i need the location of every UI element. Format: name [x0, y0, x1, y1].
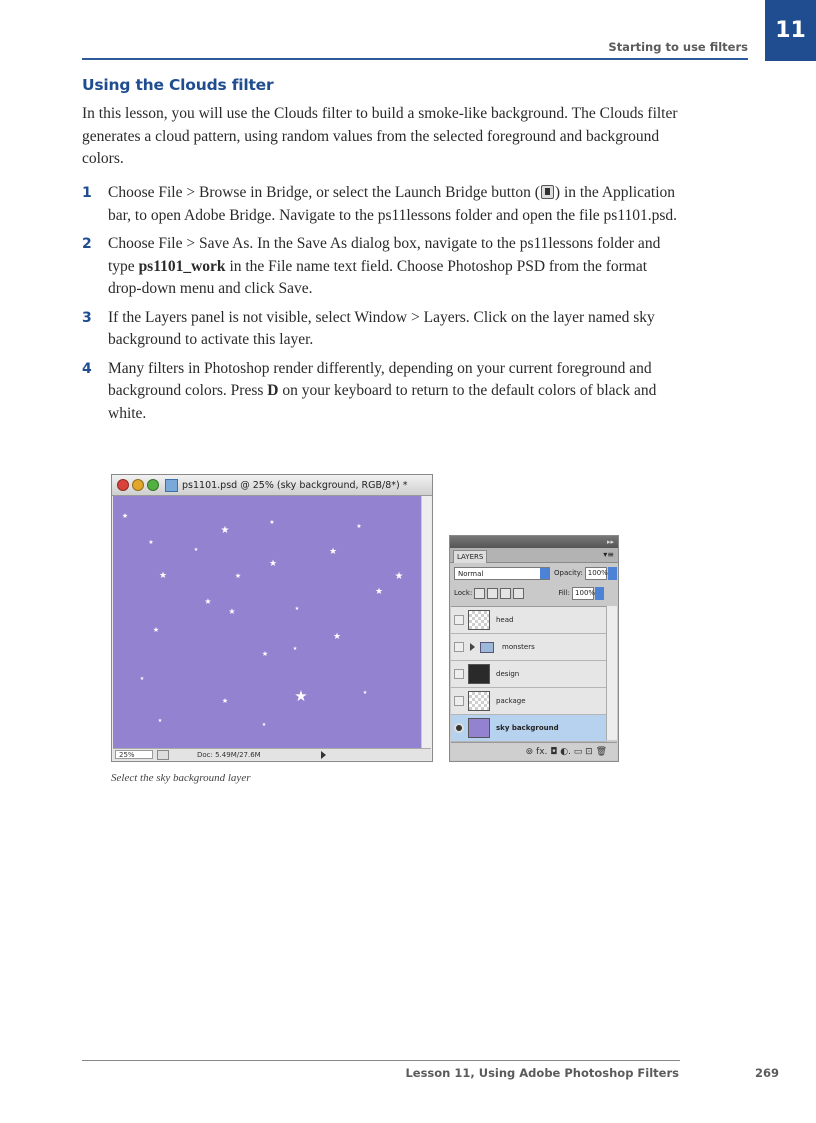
- layer-row-monsters[interactable]: [451, 634, 607, 661]
- lock-position-icon[interactable]: [500, 588, 511, 599]
- status-menu-arrow-icon[interactable]: [321, 751, 326, 759]
- doc-size-readout: Doc: 5.49M/27.6M: [197, 750, 261, 759]
- layer-name: package: [496, 697, 526, 705]
- svg-text:★: ★: [220, 525, 230, 536]
- svg-text:★: ★: [292, 646, 298, 652]
- canvas-scrollbar[interactable]: [421, 496, 431, 750]
- opacity-label: Opacity:: [554, 569, 583, 577]
- footer-lesson-title: Lesson 11, Using Adobe Photoshop Filters: [405, 1066, 679, 1080]
- intro-paragraph: In this lesson, you will use the Clouds filter to build a smoke-like background. The Clouds filter generates a cloud pattern, using random values from the selected foreground and background colors.: [82, 105, 678, 167]
- step-item: [82, 358, 682, 426]
- layer-list: [451, 606, 607, 742]
- visibility-eye-icon[interactable]: [454, 669, 464, 679]
- panel-menu-icon[interactable]: ▾≡: [603, 550, 614, 559]
- chapter-number-badge: 11: [765, 0, 816, 61]
- zoom-field[interactable]: 25%: [115, 750, 153, 759]
- zoom-window-button[interactable]: [147, 479, 159, 491]
- panel-collapse-bar[interactable]: ▸▸: [450, 536, 618, 548]
- visibility-eye-icon[interactable]: [454, 696, 464, 706]
- footer-rule: [82, 1060, 680, 1061]
- step-number: 2: [82, 236, 92, 252]
- minimize-window-button[interactable]: [132, 479, 144, 491]
- running-header: Starting to use filters: [608, 40, 748, 54]
- svg-text:★: ★: [221, 697, 229, 705]
- svg-text:★: ★: [193, 547, 199, 553]
- svg-text:★: ★: [157, 718, 163, 724]
- layer-thumbnail: [468, 718, 490, 738]
- lock-all-icon[interactable]: [513, 588, 524, 599]
- svg-text:★: ★: [228, 607, 236, 616]
- svg-text:★: ★: [268, 559, 278, 569]
- visibility-eye-icon[interactable]: [454, 723, 464, 733]
- layer-row-package[interactable]: [451, 688, 607, 715]
- expand-triangle-icon[interactable]: [470, 643, 475, 651]
- fill-slider-button[interactable]: [595, 587, 604, 600]
- svg-text:★: ★: [261, 650, 269, 658]
- step-text: If the Layers panel is not visible, select Window > Layers. Click on the layer named sky background to activate this layer.: [108, 308, 655, 348]
- svg-text:★: ★: [261, 722, 267, 728]
- launch-bridge-icon: [541, 185, 554, 199]
- layer-thumbnail: [468, 664, 490, 684]
- layers-panel-tabs: [450, 548, 618, 563]
- blend-mode-value: Normal: [458, 569, 484, 578]
- step-bold-text: ps1101_work: [138, 257, 226, 275]
- svg-text:★: ★: [332, 632, 342, 642]
- opacity-slider-button[interactable]: [608, 567, 617, 580]
- svg-text:★: ★: [356, 523, 362, 530]
- tab-layers[interactable]: LAYERS: [453, 550, 487, 563]
- lock-transparency-icon[interactable]: [474, 588, 485, 599]
- layer-thumbnail: [468, 691, 490, 711]
- step-list: [82, 182, 682, 431]
- blend-stepper-icon: [540, 568, 549, 579]
- lock-label: Lock:: [454, 589, 473, 597]
- step-number: 3: [82, 309, 92, 326]
- close-window-button[interactable]: [117, 479, 129, 491]
- panel-bottom-toolbar[interactable]: ⊚ fx. ◘ ◐. ▭ ⊡ 🗑: [451, 742, 617, 760]
- layer-row-head[interactable]: [451, 607, 607, 634]
- fill-field[interactable]: 100%: [572, 587, 594, 600]
- svg-text:★: ★: [294, 606, 300, 612]
- step-text: in the File name text field. Choose Photoshop PSD from the format drop-down menu and click Save.: [108, 257, 648, 297]
- layer-name: monsters: [502, 643, 535, 651]
- svg-text:★: ★: [269, 519, 275, 526]
- step-number: 4: [82, 360, 92, 377]
- visibility-eye-icon[interactable]: [454, 642, 464, 652]
- svg-text:★: ★: [139, 676, 145, 682]
- step-text: ) in the Application bar, to open Adobe Bridge. Navigate to the ps11lessons folder and open the file ps1101.psd.: [108, 184, 678, 224]
- step-text: Many filters in Photoshop render differently, depending on your current foreground and background colors. Press: [108, 359, 652, 399]
- document-title: ps1101.psd @ 25% (sky background, RGB/8*) *: [182, 479, 408, 491]
- svg-text:★: ★: [328, 547, 338, 557]
- status-preview-icon[interactable]: [157, 750, 169, 760]
- visibility-eye-icon[interactable]: [454, 615, 464, 625]
- psd-file-icon: [165, 479, 178, 492]
- svg-text:★: ★: [394, 571, 404, 582]
- lock-pixels-icon[interactable]: [487, 588, 498, 599]
- folder-icon: [480, 642, 494, 653]
- svg-text:★: ★: [374, 587, 384, 597]
- fill-label: Fill:: [558, 589, 571, 597]
- step-item: [82, 233, 682, 301]
- svg-text:★: ★: [121, 512, 129, 520]
- svg-text:★: ★: [204, 597, 212, 606]
- svg-text:★: ★: [294, 687, 308, 705]
- layer-row-design[interactable]: [451, 661, 607, 688]
- svg-text:★: ★: [158, 571, 168, 581]
- blend-row: [450, 563, 618, 583]
- svg-text:★: ★: [148, 539, 154, 546]
- document-window: [111, 474, 433, 762]
- layers-panel: [449, 535, 619, 762]
- star-field: [113, 496, 422, 760]
- svg-text:★: ★: [362, 690, 368, 696]
- lock-row: [450, 583, 618, 603]
- step-number: 1: [82, 185, 92, 201]
- layer-list-scrollbar[interactable]: [606, 606, 617, 740]
- blend-mode-select[interactable]: [454, 567, 550, 580]
- svg-text:★: ★: [152, 626, 160, 634]
- page-number: 269: [755, 1066, 780, 1080]
- document-statusbar: [113, 748, 431, 760]
- step-text: on your keyboard to return to the default colors of black and white.: [108, 382, 657, 422]
- layer-name: sky background: [496, 724, 559, 732]
- layer-name: design: [496, 670, 520, 678]
- layer-row-sky-background[interactable]: [451, 715, 607, 742]
- document-titlebar: [112, 475, 432, 496]
- step-text: Choose File > Save As. In the Save As dialog box, navigate to the ps11lessons folder and type: [108, 235, 661, 275]
- step-item: [82, 182, 682, 227]
- step-item: [82, 307, 682, 352]
- svg-text:★: ★: [234, 572, 242, 580]
- step-bold-text: D: [267, 382, 279, 399]
- layer-name: head: [496, 616, 514, 624]
- opacity-field[interactable]: 100%: [585, 567, 607, 580]
- header-rule: [82, 58, 748, 60]
- figure-caption: Select the sky background layer: [111, 772, 251, 784]
- layer-thumbnail: [468, 610, 490, 630]
- document-canvas[interactable]: [113, 496, 422, 760]
- step-text: Choose File > Browse in Bridge, or select the Launch Bridge button (: [108, 184, 540, 201]
- section-heading: Using the Clouds filter: [82, 76, 274, 94]
